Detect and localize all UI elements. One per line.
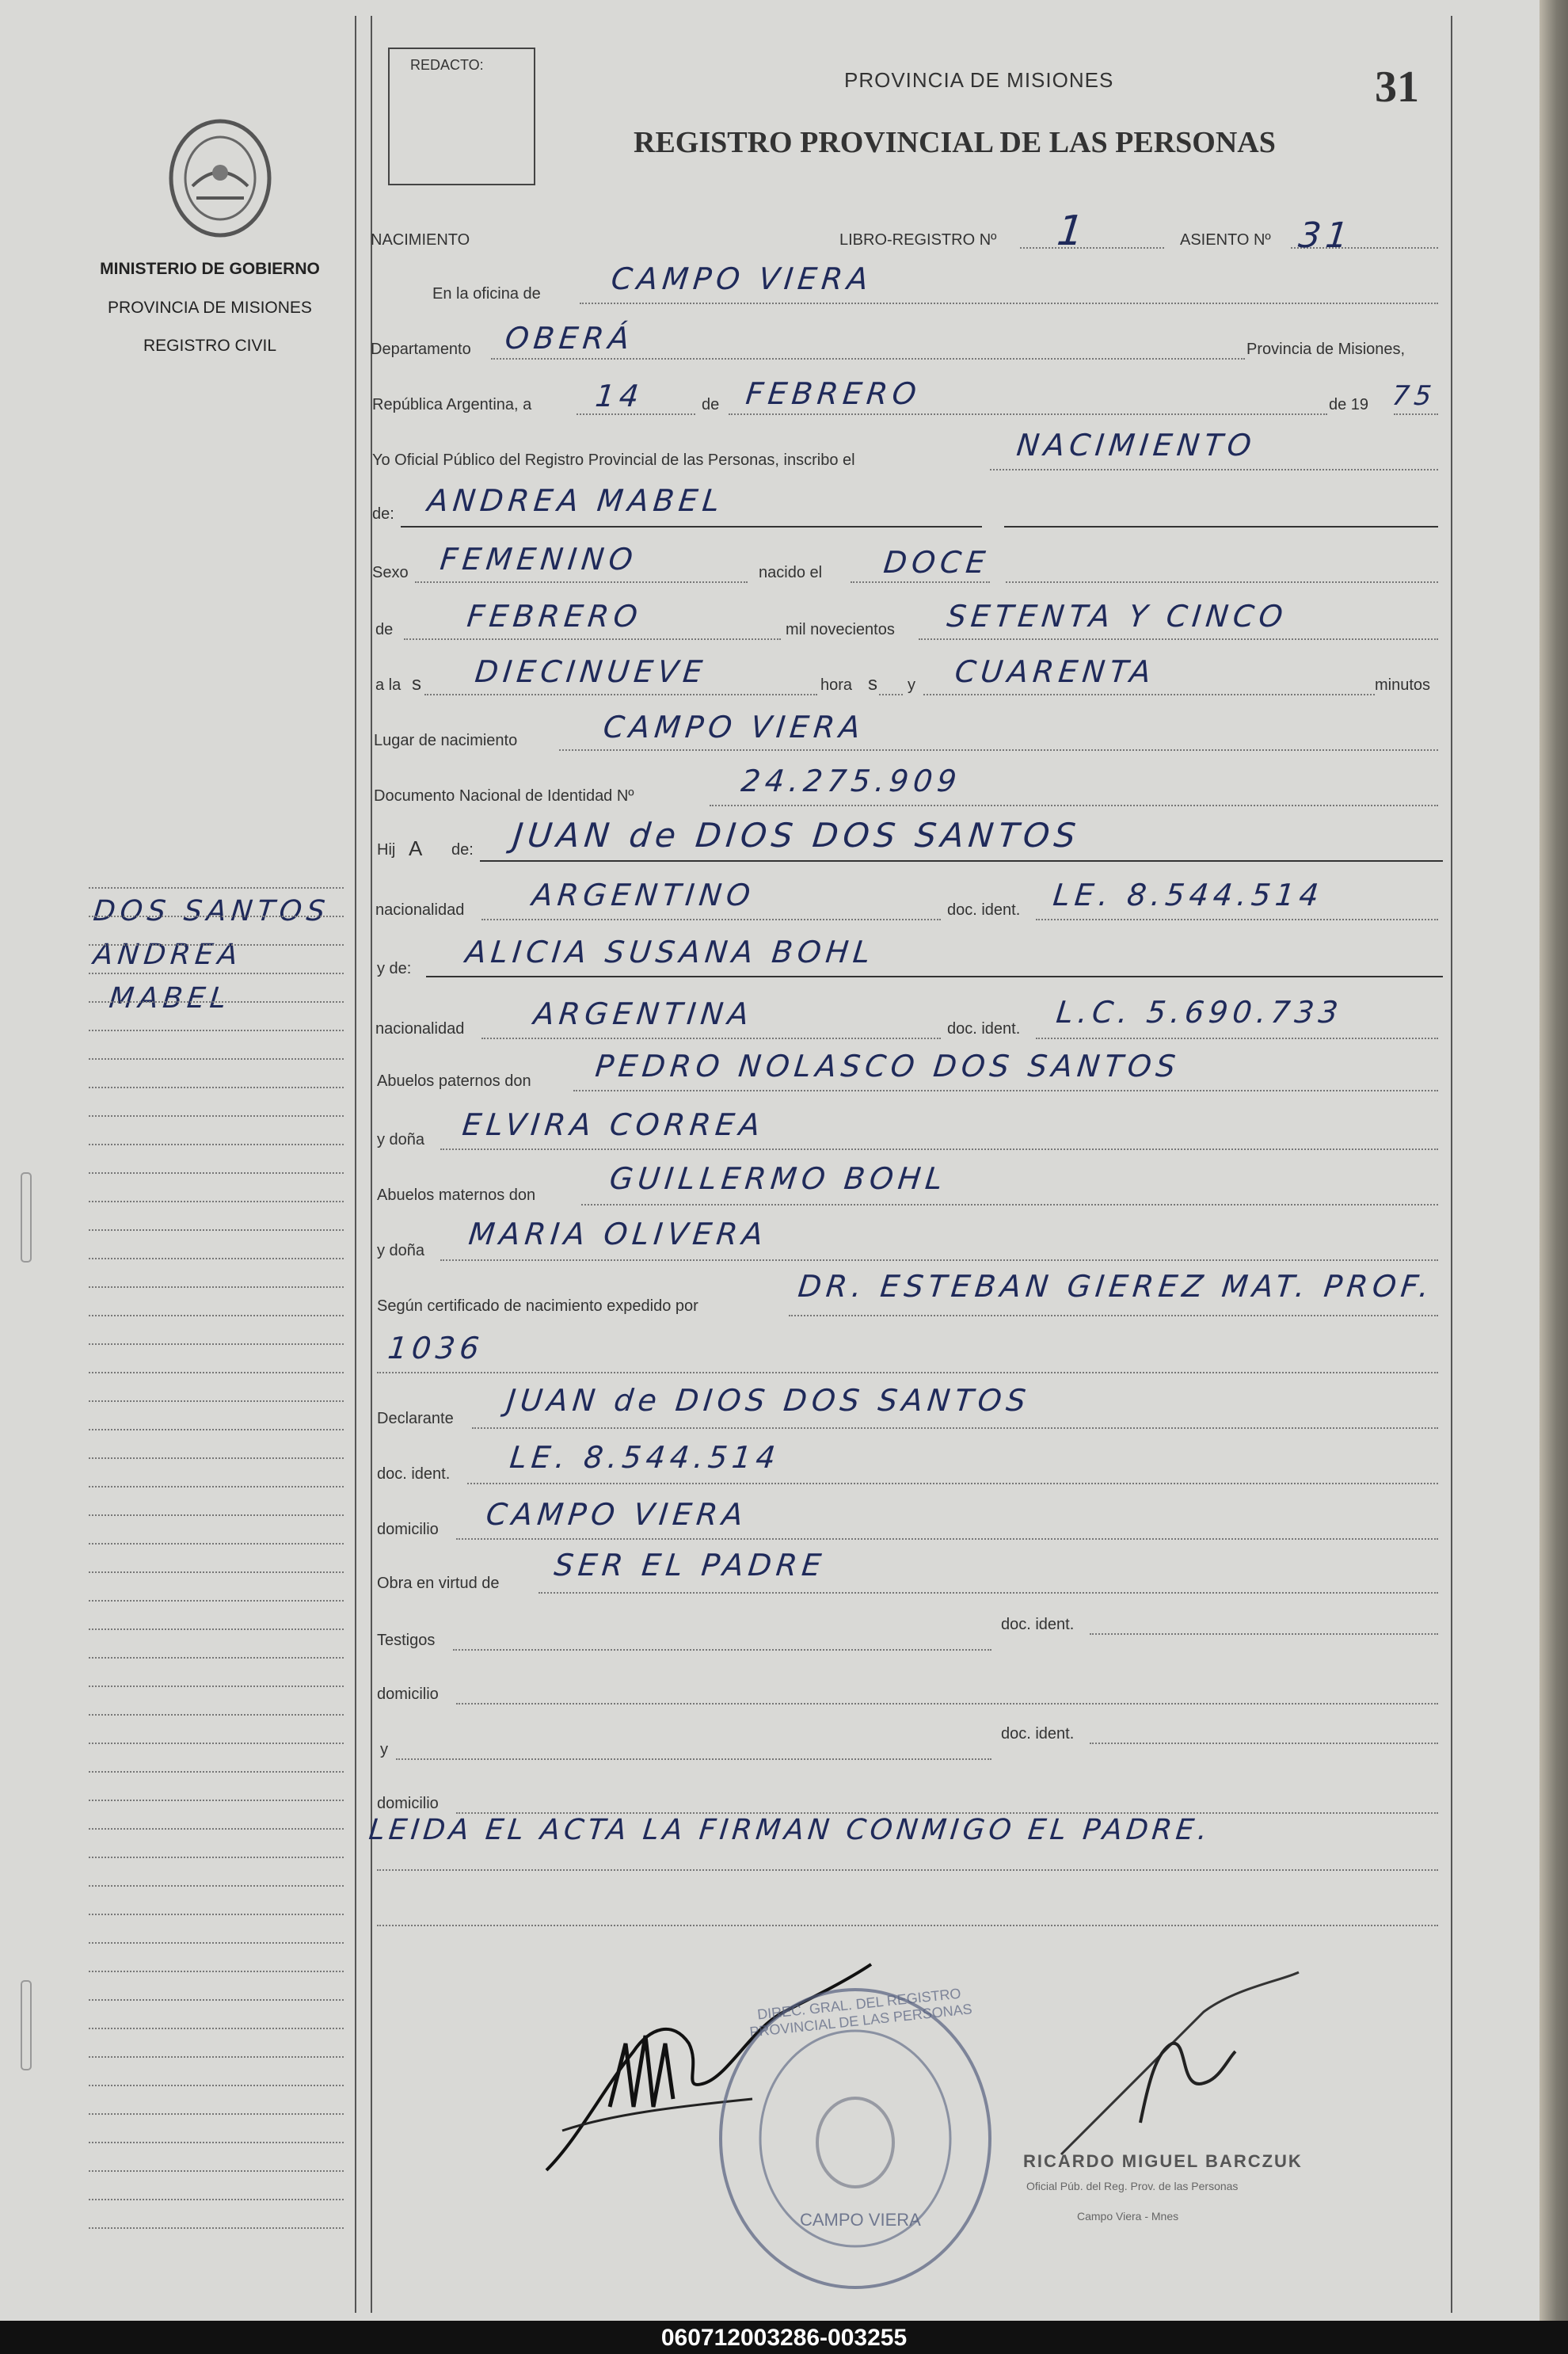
dotline [1036, 1038, 1438, 1039]
hij-suffix: A [409, 836, 423, 860]
doc-ident4-label: doc. ident. [1001, 1616, 1075, 1633]
dotline [539, 1592, 1438, 1594]
y-de-label: y de: [377, 960, 412, 977]
dotline [851, 581, 990, 583]
dotline [573, 1090, 1438, 1091]
dotline [1020, 247, 1164, 249]
cierre-value: LEIDA EL ACTA LA FIRMAN CONMIGO EL PADRE. [367, 1814, 1213, 1846]
oficina-value: CAMPO VIERA [609, 261, 875, 296]
minutos-value: CUARENTA [953, 654, 1158, 689]
margin-ruled-line [89, 1914, 344, 1915]
asiento-label: ASIENTO Nº [1180, 231, 1271, 249]
left-registry: REGISTRO CIVIL [143, 337, 277, 355]
margin-ruled-line [89, 1030, 344, 1031]
testigos-label: Testigos [377, 1632, 436, 1649]
margin-ruled-line [89, 2085, 344, 2086]
official-signature [1045, 1964, 1307, 2170]
margin-ruled-line [89, 1229, 344, 1231]
obra-label: Obra en virtud de [377, 1575, 500, 1592]
margin-note-line-3: MABEL [107, 982, 233, 1015]
margin-ruled-line [89, 1486, 344, 1487]
certificado2-value: 1036 [386, 1331, 486, 1366]
dia-value: 14 [593, 379, 645, 413]
dotline [415, 581, 748, 583]
domicilio-value: CAMPO VIERA [484, 1497, 750, 1532]
sexo-value: FEMENINO [438, 542, 639, 577]
dotline [581, 1204, 1438, 1206]
obra-value: SER EL PADRE [552, 1548, 828, 1583]
margin-ruled-line [89, 1058, 344, 1060]
doc-ident2-label: doc. ident. [947, 1020, 1021, 1038]
official-stamp-title: Oficial Púb. del Reg. Prov. de las Personas [1026, 2180, 1239, 2192]
hij-de-label: de: [451, 841, 474, 859]
provincia-misiones-label: Provincia de Misiones, [1246, 341, 1406, 358]
margin-ruled-line [89, 1857, 344, 1858]
margin-ruled-line [89, 1258, 344, 1259]
dotline [491, 358, 1245, 360]
abuela-m-value: MARIA OLIVERA [466, 1217, 770, 1251]
margin-ruled-line [89, 1971, 344, 1972]
domicilio2-label: domicilio [377, 1686, 439, 1703]
margin-ruled-line [89, 1400, 344, 1402]
margin-ruled-line [89, 1457, 344, 1459]
nacionalidad-label: nacionalidad [375, 901, 465, 919]
a-la-label: a la [375, 676, 402, 694]
de3-label: de [375, 621, 394, 638]
yo-oficial-label: Yo Oficial Público del Registro Provincial de las Personas, inscribo el [372, 451, 855, 469]
padre-value: JUAN de DIOS DOS SANTOS [511, 816, 1083, 855]
margin-ruled-line [89, 1514, 344, 1516]
doc-ident-label: doc. ident. [947, 901, 1021, 919]
madre-nac-value: ARGENTINA [531, 996, 755, 1031]
margin-ruled-line [89, 973, 344, 974]
abuelos-p-label: Abuelos paternos don [377, 1072, 531, 1090]
declarante-label: Declarante [377, 1410, 454, 1427]
margin-ruled-line [89, 1628, 344, 1630]
margin-ruled-line [89, 1686, 344, 1687]
margin-ruled-line [89, 2142, 344, 2143]
hora-plural-s: s [412, 673, 421, 695]
nacido-dia-value: DOCE [881, 545, 992, 580]
form-right-rule [1451, 16, 1452, 2313]
minutos-label: minutos [1375, 676, 1431, 694]
dotline [377, 1925, 1438, 1926]
dotline [404, 638, 781, 640]
dotline [919, 638, 1438, 640]
oficina-label: En la oficina de [432, 285, 541, 303]
margin-ruled-line [89, 1543, 344, 1545]
dni-label: Documento Nacional de Identidad Nº [374, 787, 634, 805]
libro-label: LIBRO-REGISTRO Nº [839, 231, 997, 249]
abuelo-m-value: GUILLERMO BOHL [607, 1161, 950, 1196]
margin-ruled-line [89, 916, 344, 917]
dotline [456, 1703, 1438, 1705]
dotline [729, 413, 1327, 415]
margin-ruled-line [89, 1999, 344, 2001]
decl-doc-value: LE. 8.544.514 [508, 1440, 782, 1475]
margin-ruled-line [89, 1771, 344, 1773]
stamp-ring-text: DIREC. GRAL. DEL REGISTRO PROVINCIAL DE LAS PERSONAS [748, 1985, 973, 2040]
dotline [440, 1259, 1438, 1261]
segun-label: Según certificado de nacimiento expedido por [377, 1297, 698, 1315]
margin-ruled-line [89, 2227, 344, 2229]
dotline [377, 1372, 1438, 1373]
dotline [1036, 919, 1438, 920]
margin-ruled-line [89, 1172, 344, 1174]
dotline [456, 1538, 1438, 1540]
hline [401, 526, 982, 528]
page-edge [1539, 0, 1568, 2321]
margin-ruled-line [89, 1885, 344, 1887]
dotline [577, 413, 695, 415]
margin-ruled-line [89, 1372, 344, 1373]
dotline [1006, 581, 1438, 583]
dotline [377, 1869, 1438, 1871]
redacto-label: REDACTO: [410, 57, 484, 73]
abuelo-p-value: PEDRO NOLASCO DOS SANTOS [593, 1049, 1182, 1084]
de-label: de [702, 396, 720, 413]
stamp-center-text: CAMPO VIERA [800, 2210, 921, 2230]
dotline [396, 1758, 991, 1760]
padre-nac-value: ARGENTINO [530, 878, 757, 912]
y2-label: y [380, 1741, 388, 1758]
margin-ruled-line [89, 1115, 344, 1117]
dotline [424, 694, 817, 695]
margin-ruled-line [89, 1087, 344, 1088]
margin-ruled-line [89, 1743, 344, 1744]
madre-value: ALICIA SUSANA BOHL [463, 935, 877, 969]
hline [480, 860, 1443, 862]
left-province: PROVINCIA DE MISIONES [108, 299, 312, 317]
y-label: y [908, 676, 915, 694]
nacido-mes-value: FEBRERO [465, 599, 644, 634]
margin-ruled-line [89, 944, 344, 946]
margin-ruled-line [89, 1343, 344, 1345]
margin-ruled-line [89, 1600, 344, 1602]
margin-ruled-line [89, 2170, 344, 2172]
margin-ruled-line [89, 1800, 344, 1801]
margin-ruled-line [89, 1286, 344, 1288]
margin-ruled-line [89, 2199, 344, 2200]
margin-ruled-line [89, 2028, 344, 2029]
mil-label: mil novecientos [786, 621, 895, 638]
margin-ruled-line [89, 1714, 344, 1716]
departamento-label: Departamento [371, 341, 471, 358]
nombre-value: ANDREA MABEL [425, 483, 726, 518]
binding-hole [21, 1980, 32, 2070]
page-number: 31 [1375, 63, 1419, 112]
binding-hole [21, 1172, 32, 1263]
libro-value: 1 [1054, 208, 1091, 255]
domicilio3-label: domicilio [377, 1795, 439, 1812]
margin-ruled-line [89, 1828, 344, 1830]
hij-label: Hij [377, 841, 396, 859]
madre-doc-value: L.C. 5.690.733 [1054, 995, 1345, 1030]
dotline [990, 469, 1438, 470]
nacionalidad2-label: nacionalidad [375, 1020, 465, 1038]
departamento-value: OBERÁ [503, 321, 636, 356]
anio-value: 75 [1390, 380, 1438, 412]
acto-value: NACIMIENTO [1014, 428, 1258, 463]
dotline [1090, 1743, 1438, 1744]
registry-heading: REGISTRO PROVINCIAL DE LAS PERSONAS [634, 126, 1276, 159]
margin-ruled-line [89, 1001, 344, 1003]
province-seal [157, 111, 284, 246]
dotline [453, 1649, 991, 1651]
official-stamp-name: RICARDO MIGUEL BARCZUK [1023, 2151, 1303, 2171]
nombre-label: de: [372, 505, 394, 523]
nacido-anio-value: SETENTA Y CINCO [945, 599, 1289, 634]
footer-id: 060712003286-003255 [660, 2325, 908, 2351]
margin-ruled-line [89, 1942, 344, 1944]
margin-ruled-line [89, 887, 344, 889]
lugar-label: Lugar de nacimiento [374, 732, 518, 749]
margin-ruled-line [89, 1144, 344, 1145]
de-19-label: de 19 [1329, 396, 1369, 413]
certificado-value: DR. ESTEBAN GIEREZ MAT. PROF. [796, 1269, 1436, 1304]
dotline [923, 694, 1375, 695]
ministry-title: MINISTERIO DE GOBIERNO [100, 260, 320, 278]
margin-ruled-line [89, 2113, 344, 2115]
mes-value: FEBRERO [744, 376, 923, 411]
doc-ident5-label: doc. ident. [1001, 1725, 1075, 1743]
nacimiento-label: NACIMIENTO [371, 231, 470, 249]
margin-ruled-line [89, 1657, 344, 1659]
y-dona-label: y doña [377, 1131, 425, 1148]
form-left-rule [371, 16, 372, 2313]
hline [426, 976, 1443, 977]
hora-label: hora [820, 676, 853, 694]
province-heading: PROVINCIA DE MISIONES [844, 68, 1114, 92]
hora-suffix: s [868, 673, 877, 695]
y-dona2-label: y doña [377, 1242, 425, 1259]
hora-value: DIECINUEVE [473, 654, 709, 689]
hline [1004, 526, 1438, 528]
margin-note-line-2: ANDREA [91, 939, 244, 971]
dotline [559, 749, 1438, 751]
dotline [472, 1427, 1438, 1429]
margin-ruled-line [89, 1315, 344, 1316]
abuela-p-value: ELVIRA CORREA [460, 1107, 767, 1142]
dni-value: 24.275.909 [739, 764, 963, 798]
abuelos-m-label: Abuelos maternos don [377, 1187, 536, 1204]
margin-note-line-1: DOS SANTOS [91, 895, 332, 928]
dotline [1090, 1633, 1438, 1635]
dotline [789, 1315, 1438, 1316]
dotline [580, 303, 1438, 304]
margin-ruled-line [89, 2056, 344, 2058]
dotline [440, 1148, 1438, 1150]
doc-ident3-label: doc. ident. [377, 1465, 451, 1483]
dotline [481, 919, 941, 920]
nacido-label: nacido el [759, 564, 823, 581]
dotline [879, 694, 903, 695]
margin-ruled-line [89, 1571, 344, 1573]
declarante-value: JUAN de DIOS DOS SANTOS [504, 1383, 1033, 1418]
margin-ruled-line [89, 1201, 344, 1202]
left-margin-rule [355, 16, 356, 2313]
asiento-value: 31 [1296, 215, 1355, 256]
dotline [710, 805, 1438, 806]
margin-ruled-line [89, 1429, 344, 1430]
sexo-label: Sexo [372, 564, 409, 581]
dotline [467, 1483, 1438, 1484]
official-stamp-place: Campo Viera - Mnes [1077, 2210, 1179, 2223]
republica-label: República Argentina, a [372, 396, 532, 413]
padre-doc-value: LE. 8.544.514 [1051, 878, 1326, 912]
dotline [1394, 413, 1438, 415]
dotline [481, 1038, 941, 1039]
domicilio-label: domicilio [377, 1521, 439, 1538]
lugar-value: CAMPO VIERA [601, 710, 867, 745]
